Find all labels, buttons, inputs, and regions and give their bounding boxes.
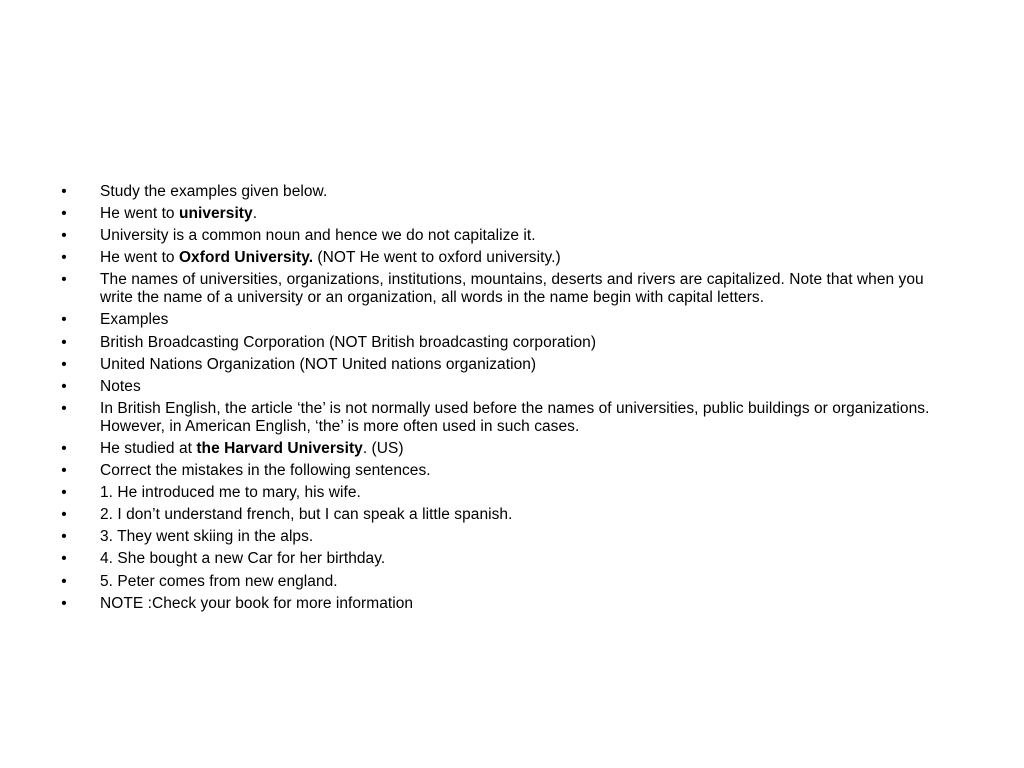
bullet-text: He went to bbox=[100, 205, 179, 223]
bullet-dot-icon: • bbox=[61, 355, 67, 373]
bullet-text: NOTE :Check your book for more information bbox=[100, 594, 414, 612]
bullet-dot-icon: • bbox=[61, 594, 67, 612]
bullet-item-11 bbox=[58, 440, 958, 458]
bullet-text: 3. They went skiing in the alps. bbox=[100, 528, 314, 546]
bullet-item-14 bbox=[58, 506, 958, 524]
bullet-text: Study the examples given below. bbox=[100, 183, 328, 200]
bullet-item-17 bbox=[58, 573, 958, 591]
bullet-bold-text: Oxford University. bbox=[178, 249, 314, 267]
bullet-item-7 bbox=[58, 334, 958, 352]
bullet-text: 1. He introduced me to mary, his wife. bbox=[100, 484, 361, 502]
bullet-text: Examples bbox=[100, 311, 169, 329]
bullet-text: Correct the mistakes in the following sentences. bbox=[100, 462, 431, 480]
bullet-dot-icon: • bbox=[61, 484, 67, 502]
bullet-dot-icon: • bbox=[61, 271, 67, 289]
bullet-item-15 bbox=[58, 528, 958, 546]
bullet-text: The names of universities, organizations, institutions, mountains, deserts and rivers are capitalized. Note that when you write the name of a university or an organization, all words in the name begin with capital letters. bbox=[100, 271, 924, 307]
bullet-item-8 bbox=[58, 356, 958, 374]
bullet-dot-icon: • bbox=[61, 506, 67, 524]
bullet-item-3 bbox=[58, 227, 958, 245]
bullet-bold-text: university bbox=[178, 205, 253, 223]
bullet-item-5 bbox=[58, 271, 958, 307]
bullet-item-9 bbox=[58, 378, 958, 396]
bullet-text: He went to bbox=[100, 249, 179, 267]
bullet-bold-text: the Harvard University bbox=[196, 439, 363, 457]
bullet-text: British Broadcasting Corporation (NOT British broadcasting corporation) bbox=[100, 333, 597, 351]
bullet-dot-icon: • bbox=[61, 205, 67, 223]
bullet-dot-icon: • bbox=[61, 333, 67, 351]
bullet-text-after: (NOT He went to oxford university.) bbox=[313, 249, 561, 267]
bullet-text: 4. She bought a new Car for her birthday. bbox=[100, 550, 386, 568]
bullet-text: Notes bbox=[100, 377, 141, 395]
bullet-item-1 bbox=[58, 183, 958, 201]
bullet-text: University is a common noun and hence we do not capitalize it. bbox=[100, 227, 536, 245]
bullet-item-16 bbox=[58, 550, 958, 568]
bullet-dot-icon: • bbox=[61, 550, 67, 568]
bullet-item-2 bbox=[58, 205, 958, 223]
bullet-text: United Nations Organization (NOT United nations organization) bbox=[100, 355, 537, 373]
bullet-dot-icon: • bbox=[61, 528, 67, 546]
bullet-dot-icon: • bbox=[61, 227, 67, 245]
bullet-dot-icon: • bbox=[61, 249, 67, 267]
bullet-text: In British English, the article ‘the’ is not normally used before the names of universities, public buildings or organizations. However, in American English, ‘the’ is more often used in such cases. bbox=[100, 399, 930, 435]
bullet-text: He studied at bbox=[100, 439, 197, 457]
bullet-text: 5. Peter comes from new england. bbox=[100, 572, 338, 590]
bullet-item-6 bbox=[58, 311, 958, 329]
bullet-item-10 bbox=[58, 400, 958, 436]
bullet-text-after: . (US) bbox=[362, 439, 404, 457]
bullet-dot-icon: • bbox=[61, 377, 67, 395]
bullet-item-4 bbox=[58, 249, 958, 267]
bullet-list bbox=[58, 183, 958, 617]
bullet-dot-icon: • bbox=[61, 572, 67, 590]
bullet-dot-icon: • bbox=[61, 439, 67, 457]
bullet-dot-icon: • bbox=[61, 399, 67, 417]
bullet-item-12 bbox=[58, 462, 958, 480]
bullet-dot-icon: • bbox=[61, 311, 67, 329]
bullet-dot-icon: • bbox=[61, 183, 67, 200]
bullet-text-after: . bbox=[252, 205, 258, 223]
bullet-dot-icon: • bbox=[61, 462, 67, 480]
bullet-text: 2. I don’t understand french, but I can speak a little spanish. bbox=[100, 506, 513, 524]
bullet-item-18 bbox=[58, 595, 958, 613]
bullet-item-13 bbox=[58, 484, 958, 502]
